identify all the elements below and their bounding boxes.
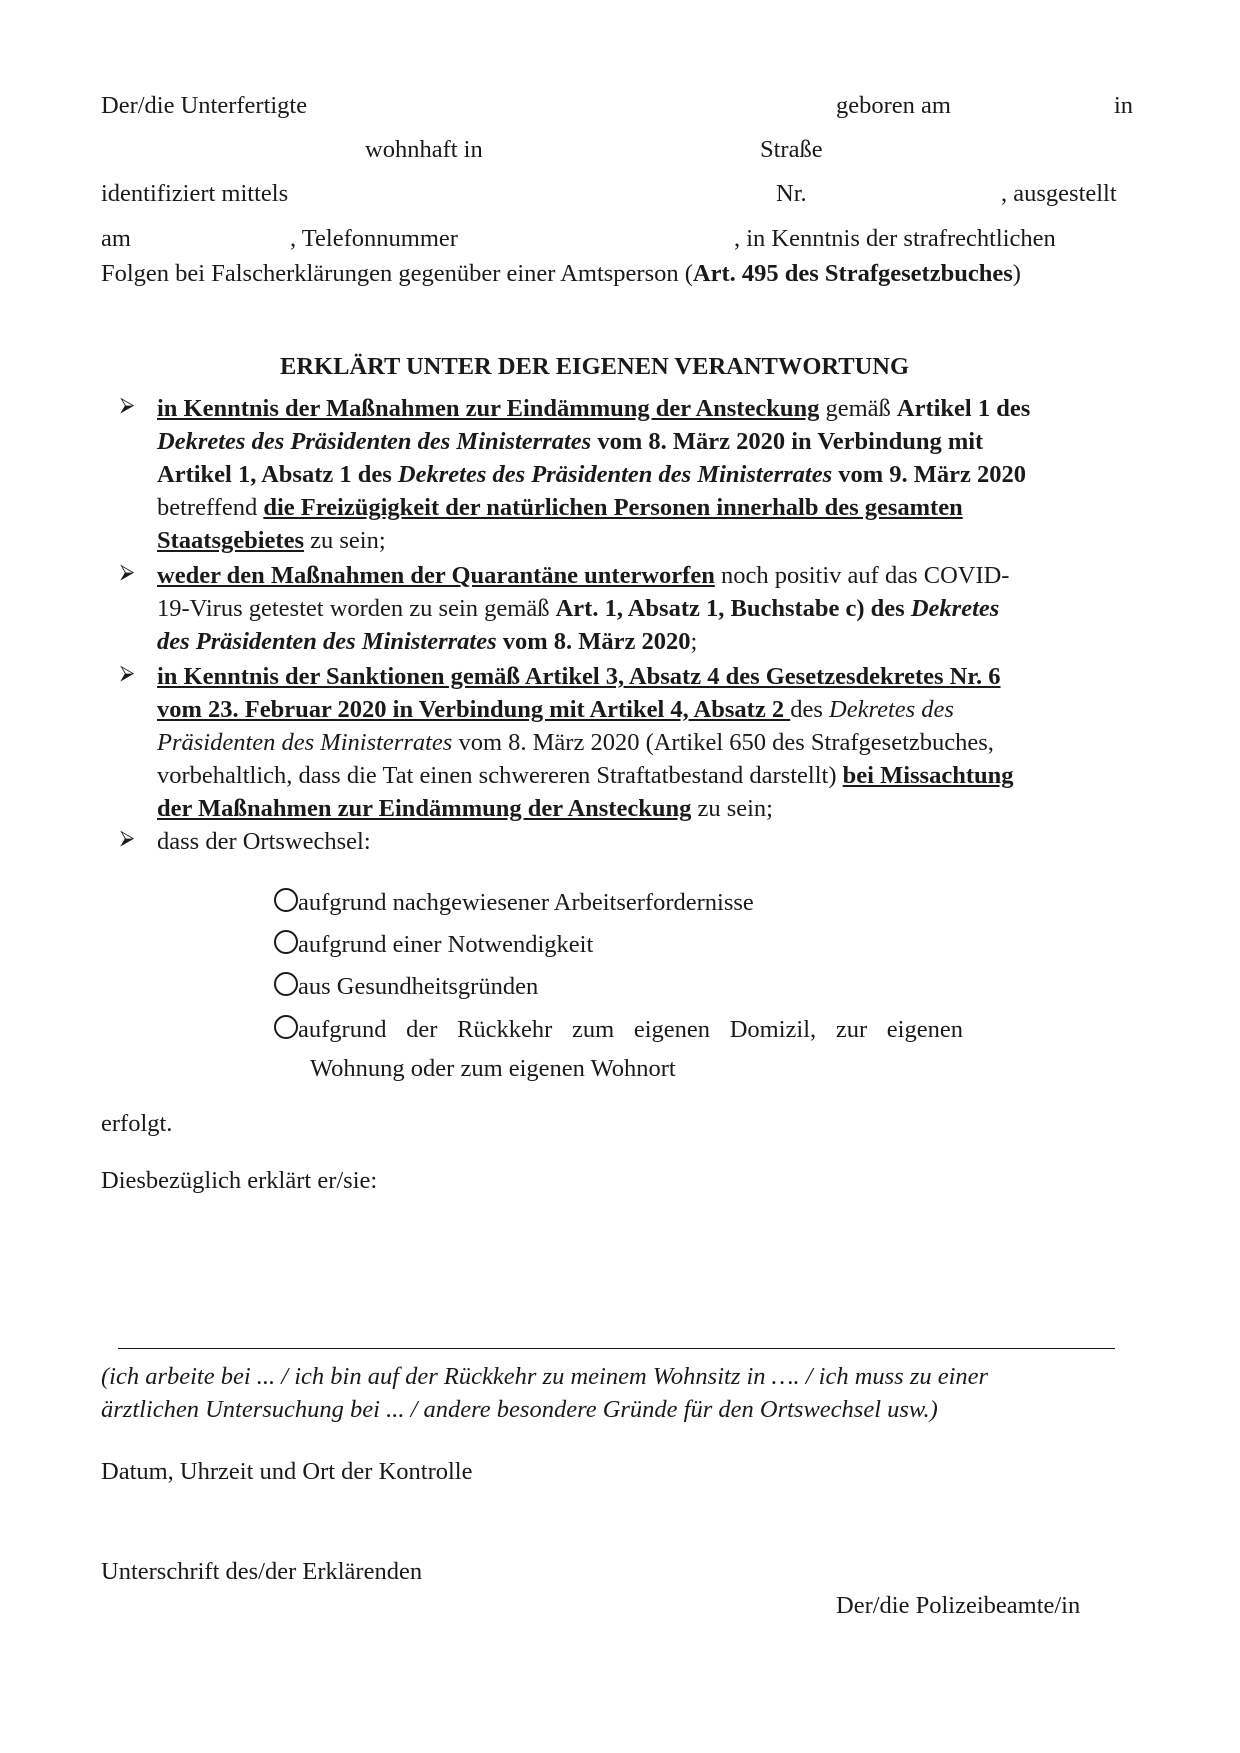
reason-hint-line-1: (ich arbeite bei ... / ich bin auf der Rückkehr zu meinem Wohnsitz in …. / ich muss zu einer xyxy=(101,1363,989,1390)
reason-work: aufgrund nachgewiesener Arbeitserfordernisse xyxy=(298,889,754,916)
radio-circle-icon[interactable] xyxy=(274,930,298,954)
declaration-title: ERKLÄRT UNTER DER EIGENEN VERANTWORTUNG xyxy=(280,353,910,380)
bullet-3-line-2: vom 23. Februar 2020 in Verbindung mit Artikel 4, Absatz 2 des Dekretes des xyxy=(157,696,954,723)
label-subject: Der/die Unterfertigte xyxy=(101,92,308,119)
reason-word: der xyxy=(406,1016,438,1043)
reason-word: zum xyxy=(572,1016,615,1043)
occurs-text: erfolgt. xyxy=(101,1110,173,1137)
reason-word: eigenen xyxy=(886,1016,963,1043)
reason-word: aufgrund xyxy=(298,1016,387,1043)
control-details-label: Datum, Uhrzeit und Ort der Kontrolle xyxy=(101,1458,473,1485)
arrowhead-bullet-icon: ⮚ xyxy=(120,825,135,849)
declares-text: Diesbezüglich erklärt er/sie: xyxy=(101,1167,378,1194)
label-resident-in: wohnhaft in xyxy=(365,136,483,163)
label-phone: , Telefonnummer xyxy=(290,225,458,252)
reason-necessity: aufgrund einer Notwendigkeit xyxy=(298,931,594,958)
bullet-4-line-1: dass der Ortswechsel: xyxy=(157,828,371,855)
declarant-signature-label: Unterschrift des/der Erklärenden xyxy=(101,1558,423,1585)
officer-signature-label: Der/die Polizeibeamte/in xyxy=(836,1592,1081,1619)
bullet-3-line-4: vorbehaltlich, dass die Tat einen schwereren Straftatbestand darstellt) bei Missachtung xyxy=(157,762,1014,789)
label-identified-by: identifiziert mittels xyxy=(101,180,289,207)
label-birthplace-in: in xyxy=(1114,92,1134,119)
bullet-1-line-2: Dekretes des Präsidenten des Ministerrates vom 8. März 2020 in Verbindung mit xyxy=(157,428,984,455)
free-text-line[interactable] xyxy=(118,1348,1115,1349)
bullet-2-line-1: weder den Maßnahmen der Quarantäne unterworfen noch positiv auf das COVID- xyxy=(157,562,1010,589)
bullet-2-line-2: 19-Virus getestet worden zu sein gemäß Art. 1, Absatz 1, Buchstabe c) des Dekretes xyxy=(157,595,1000,622)
bullet-3-line-1: in Kenntnis der Sanktionen gemäß Artikel 3, Absatz 4 des Gesetzesdekretes Nr. 6 xyxy=(157,663,1001,690)
bullet-1-line-1: in Kenntnis der Maßnahmen zur Eindämmung der Ansteckung gemäß Artikel 1 des xyxy=(157,395,1031,422)
reason-return-home xyxy=(298,1018,963,1043)
reason-hint-line-2: ärztlichen Untersuchung bei ... / andere besondere Gründe für den Ortswechsel usw.) xyxy=(101,1396,938,1423)
penalty-notice: Folgen bei Falscherklärungen gegenüber einer Amtsperson (Art. 495 des Strafgesetzbuches) xyxy=(101,260,1021,287)
arrowhead-bullet-icon: ⮚ xyxy=(120,559,135,583)
label-document-number: Nr. xyxy=(776,180,807,207)
reason-word: Rückkehr xyxy=(457,1016,553,1043)
label-issued: , ausgestellt xyxy=(1001,180,1117,207)
radio-circle-icon[interactable] xyxy=(274,972,298,996)
bullet-3-line-3: Präsidenten des Ministerrates vom 8. März 2020 (Artikel 650 des Strafgesetzbuches, xyxy=(157,729,994,756)
reason-word: Domizil, xyxy=(729,1016,817,1043)
arrowhead-bullet-icon: ⮚ xyxy=(120,392,135,416)
arrowhead-bullet-icon: ⮚ xyxy=(120,660,135,684)
radio-circle-icon[interactable] xyxy=(274,1015,298,1039)
reason-health: aus Gesundheitsgründen xyxy=(298,973,539,1000)
bullet-3-line-5: der Maßnahmen zur Eindämmung der Ansteckung zu sein; xyxy=(157,795,773,822)
bullet-2-line-3: des Präsidenten des Ministerrates vom 8. März 2020; xyxy=(157,628,698,655)
radio-circle-icon[interactable] xyxy=(274,888,298,912)
label-issued-on: am xyxy=(101,225,131,252)
label-street: Straße xyxy=(760,136,823,163)
reason-word: zur xyxy=(835,1016,868,1043)
label-born-on: geboren am xyxy=(836,92,951,119)
label-aware: , in Kenntnis der strafrechtlichen xyxy=(734,225,1056,252)
bullet-1-line-5: Staatsgebietes zu sein; xyxy=(157,527,386,554)
reason-return-home-continued: Wohnung oder zum eigenen Wohnort xyxy=(310,1055,676,1082)
reason-word: eigenen xyxy=(633,1016,711,1043)
bullet-1-line-3: Artikel 1, Absatz 1 des Dekretes des Präsidenten des Ministerrates vom 9. März 2020 xyxy=(157,461,1027,488)
bullet-1-line-4: betreffend die Freizügigkeit der natürlichen Personen innerhalb des gesamten xyxy=(157,494,963,521)
